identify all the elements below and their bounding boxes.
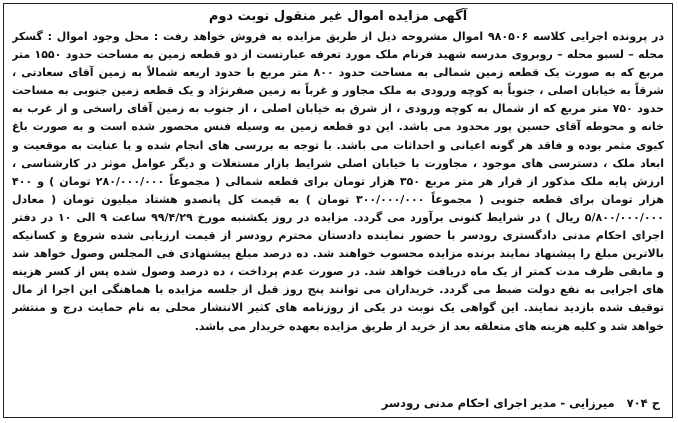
notice-body: در پرونده اجرایی کلاسه ۹۸۰۵۰۶ اموال مشروحه ذیل از طریق مزایده به فروش خواهد رفت : محل وجود اموال : گسکر محله – لسبو محله – روبروی مدرسه شهید فرنام ملک مورد تعرفه عبارتست از دو قطعه زمین به مساحت حدود ۱۵۵۰ متر مربع که به صورت یک قطعه زمین شمالی به مساحت حدود ۸۰۰ متر مربع با حدود اربعه شمالاً به زمین آقای سعادتی ، شرقاً به خیابان اصلی ، جنوباً به کوچه ورودی به ملک مجاور و غرباً به زمین صفرنژاد و یک قطعه زمین جنوبی به مساحت حدود ۷۵۰ متر مربع که از شمال به کوچه ورودی ، از شرق به خیابان اصلی ، از جنوب به زمین آقای راسخی و از غرب به خانه و محوطه آقای حسین پور محدود می باشد. این دو قطعه زمین به وسیله فنس محصور شده است و به صورت باغ کیوی مثمر بوده و فاقد هر گونه اعیانی و احداثات می باشد. با توجه به بررسی های انجام شده و با عنایت به موقعیت و ابعاد ملک ، دسترسی های موجود ، مجاورت با خیابان اصلی شرایط بازار مستغلات و دیگر عوامل موثر در کارشناسی ، ارزش پایه ملک مذکور از قرار هر متر مربع ۳۵۰ هزار تومان برای قطعه شمالی ( مجموعاً ۲۸۰/۰۰۰/۰۰۰ تومان ) و ۴۰۰ هزار تومان برای قطعه جنوبی ( مجموعاً ۳۰۰/۰۰۰/۰۰۰ تومان ) به قیمت کل پانصدو هشتاد میلیون تومان ( معادل ۵/۸۰۰/۰۰۰/۰۰۰ ریال ) در شرایط کنونی برآورد می گردد. مزایده در روز یکشنبه مورخ ۹۹/۴/۲۹ ساعت ۹ الی ۱۰ در دفتر اجرای احکام مدنی دادگستری رودسر با حضور نماینده دادستان محترم رودسر از قیمت ارزیابی شده شروع و کسانیکه بالاترین مبلغ را پیشنهاد نمایند برنده مزایده محسوب خواهند شد. ده درصد مبلغ پیشنهادی فی المجلس وصول خواهد شد و مابقی ظرف مدت کمتر از یک ماه دریافت خواهد شد. در صورت عدم پرداخت ، ده درصد وصول شده پس از کسر هزینه های اجرایی به نفع دولت ضبط می گردد. خریداران می توانند پنج روز قبل از جلسه مزایده با هماهنگی این اجرا از مال توقیف شده بازدید نمایند. این گواهی یک نوبت در یکی از روزنامه های کثیر الانتشار محلی به نام حمایت درج و منتشر خواهد شد و کلیه هزینه های متعلقه بعد از خرید از طریق مزایده بعهده خریدار می باشد.	[12, 30, 664, 333]
signature-line	[374, 393, 660, 413]
notice-title: آگهی مزایده اموال غیر منقول نوبت دوم	[208, 9, 468, 24]
signature-code: ح ۷۰۴	[626, 396, 660, 410]
signature-name: میرزایی - مدیر اجرای احکام مدنی رودسر	[381, 396, 615, 410]
notice-box	[3, 3, 673, 418]
